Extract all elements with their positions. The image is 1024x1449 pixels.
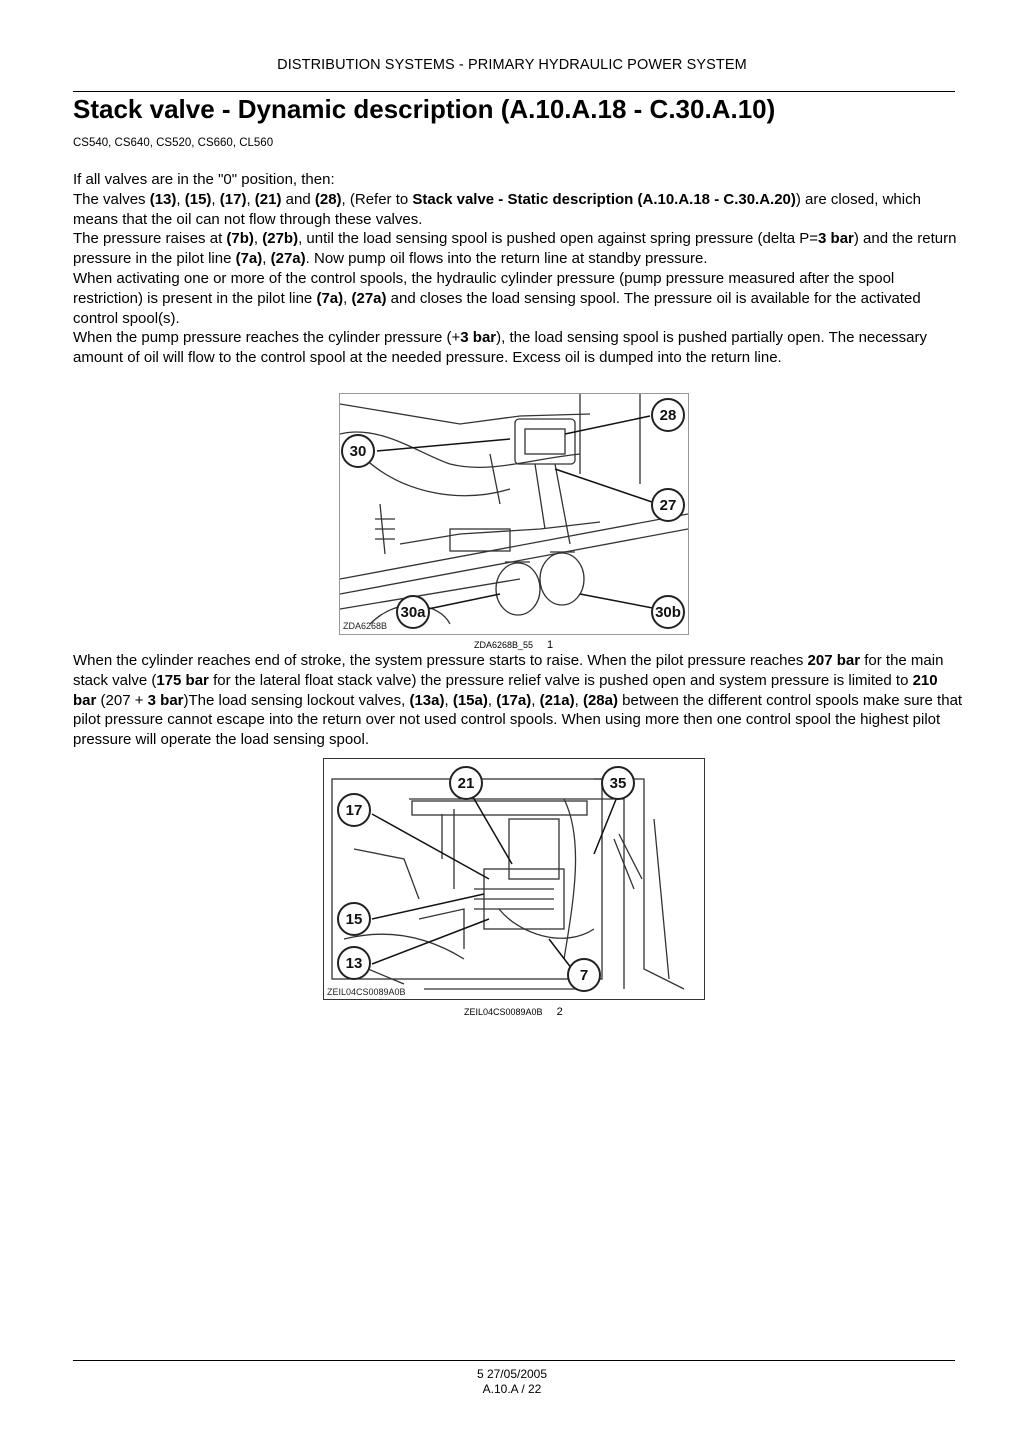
- figure-1-illustration: [340, 394, 688, 634]
- figure-2-lockout-valves-photo: [323, 758, 705, 1000]
- callout-30: [342, 435, 374, 467]
- description-paragraph-1: If all valves are in the "0" position, then: The valves (13), (15), (17), (21) and (28), (Refer to Stack valve - Static description (A.10.A.18 - C.30.A.20)) are closed, which means that the oil can not flow through these valves. The pressure raises at (7b), (27b), until the load sensing spool is pushed open against spring pressure (delta P=3 bar) and the return pressure in the pilot line (7a), (27a). Now pump oil flows into the return line at standby pressure. When activating one or more of the control spools, the hydraulic cylinder pressure (pump pressure measured after the spool restriction) is present in the pilot line (7a), (27a) and closes the load sensing spool. The pressure oil is available for the activated control spool(s). When the pump pressure reaches the cylinder pressure (+3 bar), the load sensing spool is pushed partially open. The necessary amount of oil will flow to the control spool at the needed pressure. Excess oil is dumped into the return line.: [73, 171, 957, 367]
- callout-35: [602, 767, 634, 799]
- figure-2-illustration: [324, 759, 704, 999]
- callout-13: [338, 947, 370, 979]
- callout-27: [652, 489, 684, 521]
- svg-text:17: 17: [345, 802, 363, 819]
- svg-text:15: 15: [345, 911, 363, 928]
- footer-rule: [73, 1360, 955, 1361]
- callout-30b: [652, 596, 684, 628]
- page-title: Stack valve - Dynamic description (A.10.A.18 - C.30.A.10): [73, 94, 776, 124]
- svg-text:7: 7: [579, 967, 589, 984]
- callout-30a: [397, 596, 429, 628]
- description-paragraph-2: When the cylinder reaches end of stroke, the system pressure starts to raise. When the pilot pressure reaches 207 bar for the main stack valve (175 bar for the lateral float stack valve) the pressure relief valve is pushed open and system pressure is limited to 210 bar (207 + 3 bar)The load sensing lockout valves, (13a), (15a), (17a), (21a), (28a) between the different control spools make sure that pilot pressure cannot escape into the return over not used control spools. When using more then one control spool the highest pilot pressure will operate the load sensing spool.: [73, 652, 963, 749]
- footer-page-number: A.10.A / 22: [482, 1382, 542, 1396]
- footer-date: 5 27/05/2005: [476, 1367, 548, 1381]
- model-list: CS540, CS640, CS520, CS660, CL560: [73, 137, 274, 149]
- callout-15: [338, 903, 370, 935]
- svg-text:21: 21: [457, 775, 475, 792]
- page-footer: [0, 1367, 1024, 1397]
- callout-28: [652, 399, 684, 431]
- static-description-reference: Stack valve - Static description (A.10.A.18 - C.30.A.20): [412, 190, 796, 208]
- figure-2-code: ZEIL04CS0089A0B: [327, 987, 406, 997]
- figure-1-caption: ZDA6268B_55 1: [474, 639, 554, 651]
- svg-text:30a: 30a: [400, 604, 426, 621]
- callout-21: [450, 767, 482, 799]
- svg-text:30: 30: [349, 443, 367, 460]
- svg-text:13: 13: [345, 955, 363, 972]
- figure-1-code: ZDA6268B: [343, 621, 388, 631]
- figure-1-stack-valve-photo: [339, 393, 689, 635]
- running-header: DISTRIBUTION SYSTEMS - PRIMARY HYDRAULIC POWER SYSTEM: [277, 57, 747, 73]
- header-rule: [73, 91, 955, 92]
- svg-text:28: 28: [659, 407, 677, 424]
- svg-text:27: 27: [659, 497, 677, 514]
- svg-text:30b: 30b: [655, 604, 681, 621]
- callout-17: [338, 794, 370, 826]
- svg-text:35: 35: [609, 775, 627, 792]
- figure-2-caption: ZEIL04CS0089A0B 2: [464, 1006, 563, 1018]
- callout-7: [568, 959, 600, 991]
